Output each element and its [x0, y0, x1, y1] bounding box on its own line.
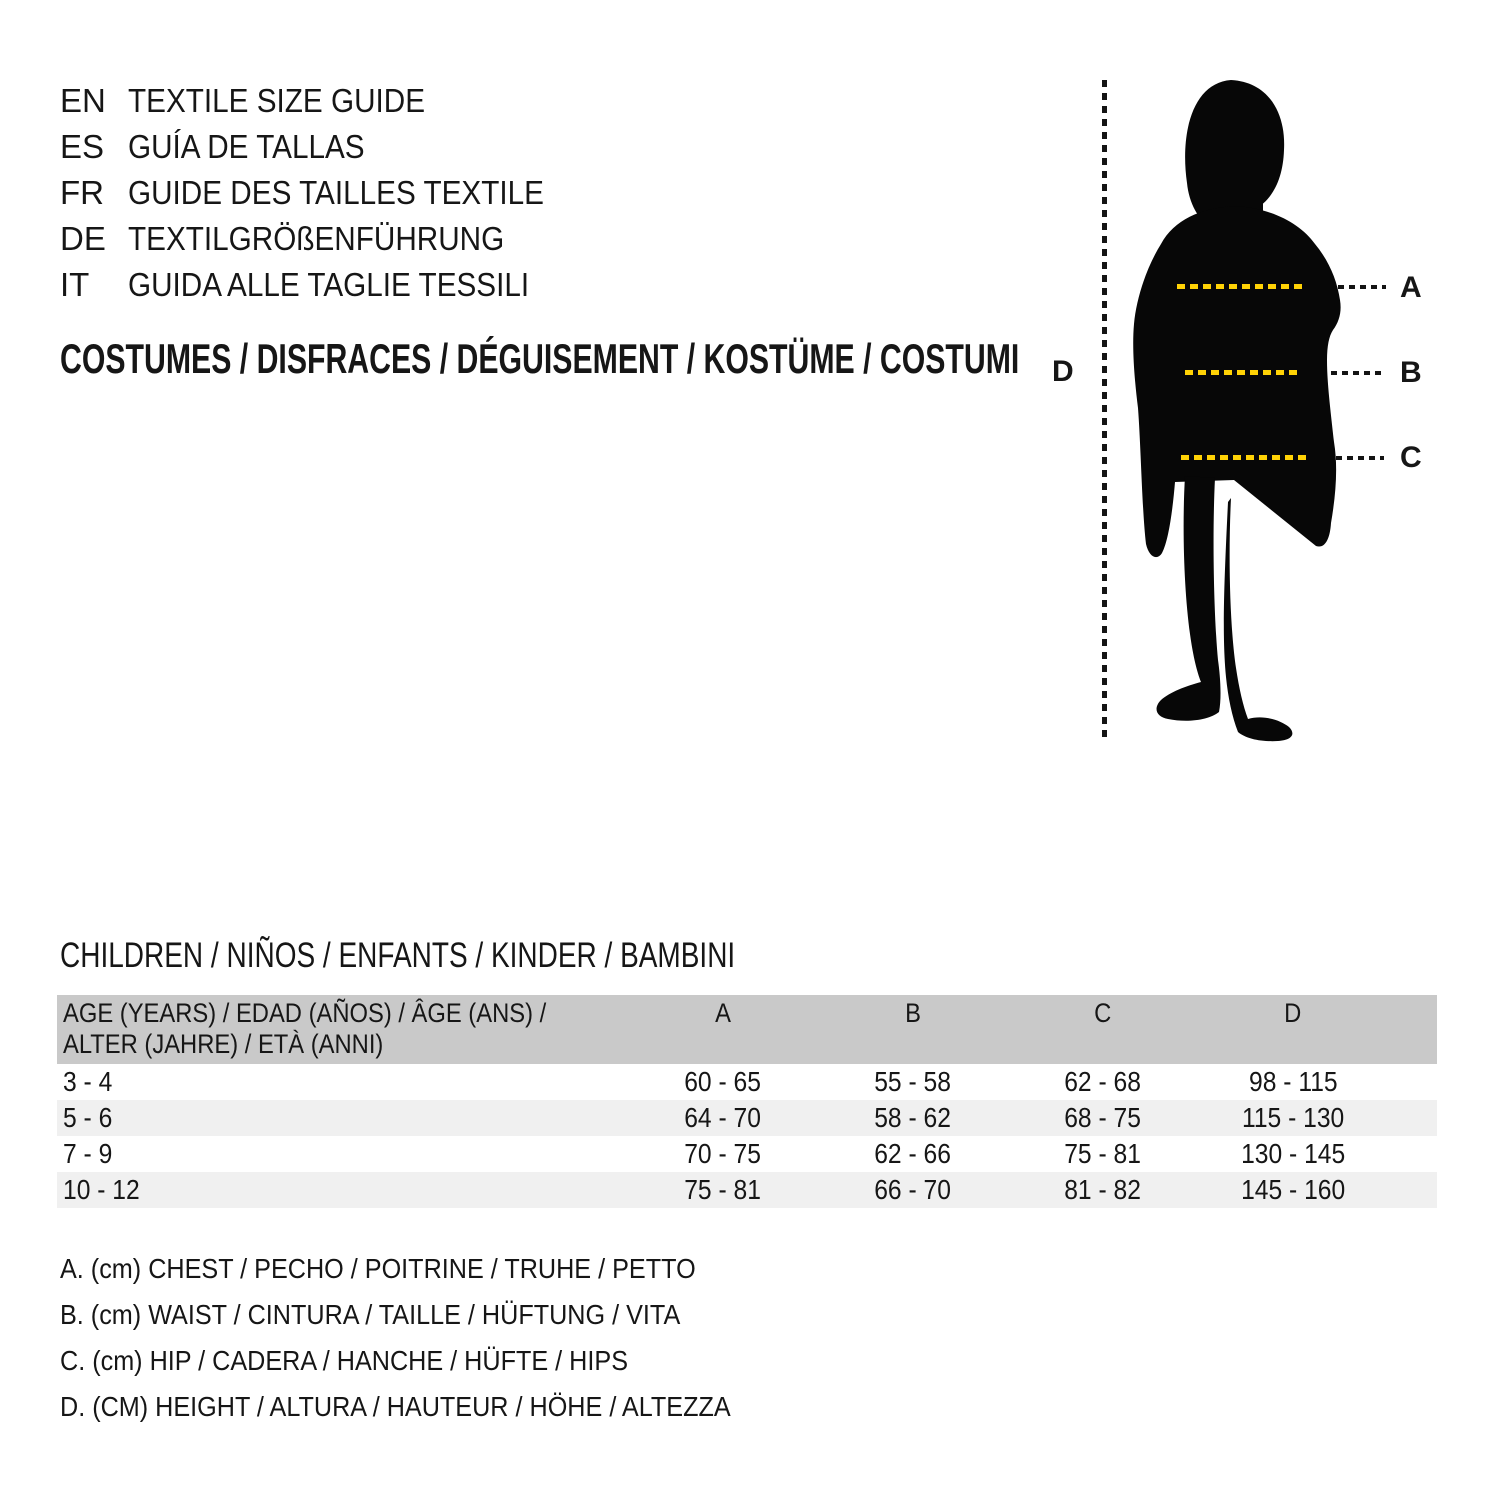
language-code: ES: [60, 128, 105, 165]
silhouette-torso: [1133, 206, 1340, 557]
language-label: TEXTILGRÖßENFÜHRUNG: [128, 220, 505, 257]
height-cell: [1198, 1064, 1388, 1100]
waist-value: 62 - 66: [874, 1138, 952, 1169]
height-value: 115 - 130: [1241, 1102, 1345, 1133]
chest-cell: [628, 1064, 818, 1100]
chest-leader-line: [1338, 285, 1386, 289]
hip-value: 81 - 82: [1064, 1174, 1142, 1205]
col-header-c: [1008, 995, 1198, 1064]
language-label: GUIDE DES TAILLES TEXTILE: [128, 174, 544, 211]
chest-value: 60 - 65: [684, 1066, 762, 1097]
hip-cell: [1008, 1172, 1198, 1208]
hip-cell: [1008, 1100, 1198, 1136]
waist-value: 58 - 62: [874, 1102, 952, 1133]
category-title-text: COSTUMES / DISFRACES / DÉGUISEMENT / KOSTÜME / COSTUMI: [60, 335, 1020, 382]
waist-value: 66 - 70: [874, 1174, 952, 1205]
table-row: [57, 1136, 1437, 1172]
section-title-text: CHILDREN / NIÑOS / ENFANTS / KINDER / BAMBINI: [60, 936, 736, 975]
waist-value: 55 - 58: [874, 1066, 952, 1097]
language-label: GUIDA ALLE TAGLIE TESSILI: [128, 266, 530, 303]
chest-cell: [628, 1100, 818, 1136]
chest-value: 75 - 81: [684, 1174, 762, 1205]
age-header-line1: AGE (YEARS) / EDAD (AÑOS) / ÂGE (ANS) /: [63, 998, 547, 1028]
height-cell: [1198, 1136, 1388, 1172]
col-header-b: [818, 995, 1008, 1064]
age-cell: [57, 1172, 628, 1208]
language-row-fr: [60, 170, 590, 216]
waist-cell: [818, 1136, 1008, 1172]
age-header-line2: ALTER (JAHRE) / ETÀ (ANNI): [63, 1029, 384, 1059]
legend-waist-text: B. (cm) WAIST / CINTURA / TAILLE / HÜFTUNG / VITA: [60, 1299, 681, 1330]
legend-chest-text: A. (cm) CHEST / PECHO / POITRINE / TRUHE / PETTO: [60, 1253, 696, 1284]
waist-leader-line: [1331, 371, 1381, 375]
col-header-a-text: A: [715, 998, 731, 1028]
language-row-de: [60, 216, 590, 262]
hip-measure-line: [1181, 455, 1306, 460]
chest-cell: [628, 1172, 818, 1208]
height-value: 98 - 115: [1248, 1066, 1338, 1097]
measure-label-b: B: [1400, 356, 1422, 389]
waist-cell: [818, 1172, 1008, 1208]
waist-cell: [818, 1100, 1008, 1136]
language-list: [60, 78, 590, 308]
height-value: 145 - 160: [1240, 1174, 1346, 1205]
hip-value: 62 - 68: [1064, 1066, 1142, 1097]
age-value: 3 - 4: [63, 1066, 113, 1097]
table-row: [57, 1100, 1437, 1136]
legend-hip: [60, 1338, 805, 1384]
chest-cell: [628, 1136, 818, 1172]
legend-waist: [60, 1292, 805, 1338]
hip-cell: [1008, 1136, 1198, 1172]
table-header-row: [57, 995, 1437, 1064]
chest-measure-line: [1177, 284, 1305, 289]
child-silhouette: [1128, 78, 1358, 743]
language-code: FR: [60, 174, 104, 211]
language-code: EN: [60, 82, 106, 119]
col-header-b-text: B: [905, 998, 921, 1028]
height-dimension-dotted-line: [1102, 80, 1107, 742]
measure-label-a: A: [1400, 271, 1422, 304]
waist-measure-line: [1185, 370, 1298, 375]
height-cell: [1198, 1172, 1388, 1208]
measure-label-c: C: [1400, 441, 1422, 474]
col-header-c-text: C: [1094, 998, 1112, 1028]
hip-cell: [1008, 1064, 1198, 1100]
col-header-a: [628, 995, 818, 1064]
children-size-table: [57, 995, 1437, 1208]
language-code: DE: [60, 220, 106, 257]
table-row: [57, 1172, 1437, 1208]
age-cell: [57, 1100, 628, 1136]
language-row-it: [60, 262, 590, 308]
measurement-legend: [60, 1246, 805, 1430]
height-value: 130 - 145: [1240, 1138, 1346, 1169]
language-label: TEXTILE SIZE GUIDE: [128, 82, 426, 119]
age-header-cell: [57, 995, 628, 1064]
hip-value: 75 - 81: [1064, 1138, 1142, 1169]
chest-value: 64 - 70: [684, 1102, 762, 1133]
language-code: IT: [60, 266, 90, 303]
table-row: [57, 1064, 1437, 1100]
age-value: 10 - 12: [63, 1174, 140, 1205]
age-cell: [57, 1064, 628, 1100]
legend-height: [60, 1384, 805, 1430]
section-title-children: [60, 936, 904, 976]
age-value: 5 - 6: [63, 1102, 113, 1133]
age-cell: [57, 1136, 628, 1172]
chest-value: 70 - 75: [684, 1138, 762, 1169]
hip-leader-line: [1336, 456, 1384, 460]
legend-chest: [60, 1246, 805, 1292]
age-value: 7 - 9: [63, 1138, 113, 1169]
language-row-es: [60, 124, 590, 170]
hip-value: 68 - 75: [1064, 1102, 1142, 1133]
height-cell: [1198, 1100, 1388, 1136]
legend-hip-text: C. (cm) HIP / CADERA / HANCHE / HÜFTE / HIPS: [60, 1345, 628, 1376]
silhouette-right-leg: [1224, 498, 1293, 741]
legend-height-text: D. (CM) HEIGHT / ALTURA / HAUTEUR / HÖHE / ALTEZZA: [60, 1391, 731, 1422]
language-label: GUÍA DE TALLAS: [128, 128, 365, 165]
waist-cell: [818, 1064, 1008, 1100]
col-header-d: [1198, 995, 1388, 1064]
language-row-en: [60, 78, 590, 124]
measure-label-d: D: [1052, 355, 1074, 388]
col-header-d-text: D: [1284, 998, 1302, 1028]
